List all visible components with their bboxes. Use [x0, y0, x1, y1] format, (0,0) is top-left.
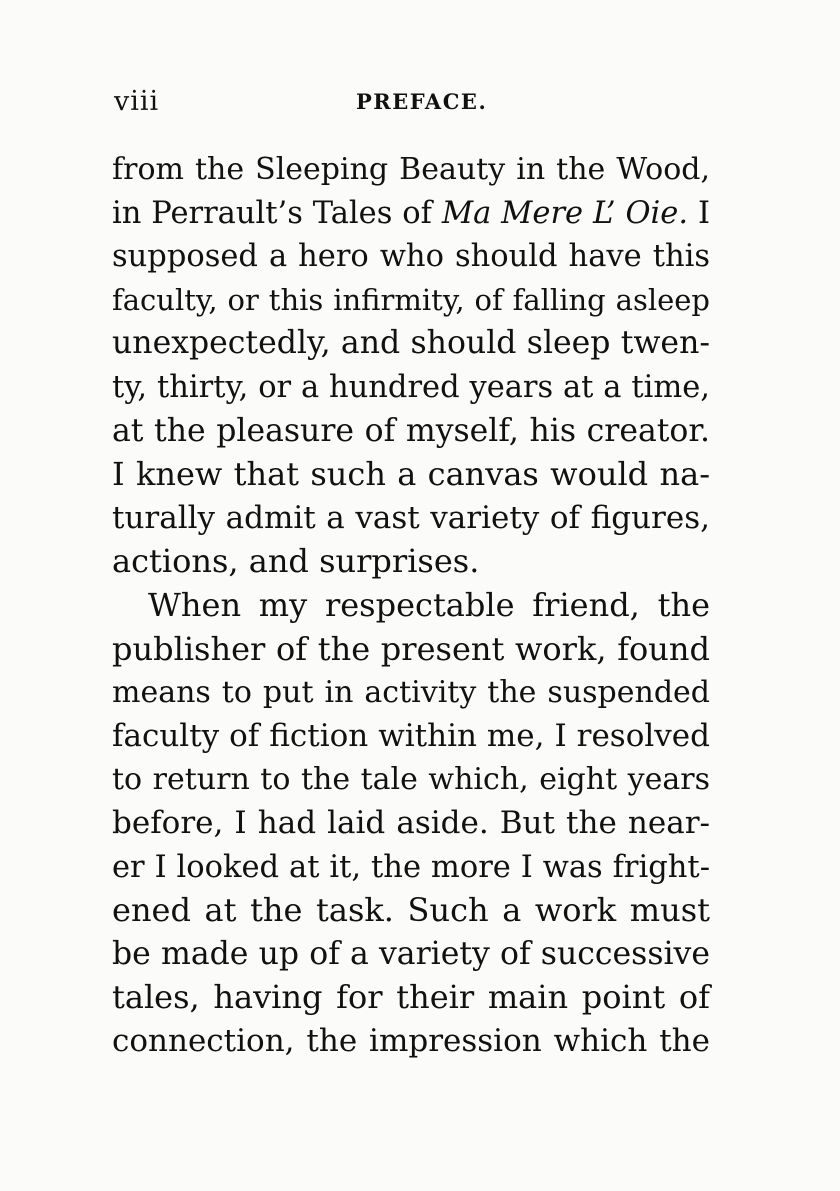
- text-line-part: I: [697, 195, 710, 231]
- body-text: [112, 148, 710, 1063]
- italic-title: Ma Mere L’ Oie.: [441, 195, 689, 231]
- text-line-part: in Perrault’s Tales of: [112, 195, 432, 231]
- text-line: [112, 192, 710, 236]
- text-line: from the Sleeping Beauty in the Wood,: [112, 152, 710, 187]
- paragraph-2: [112, 584, 710, 1064]
- text-line: turally admit a vast variety of figures,: [112, 499, 710, 536]
- text-line: ened at the task. Such a work must: [112, 891, 710, 930]
- text-line: er I looked at it, the more I was fright-: [112, 849, 710, 885]
- text-line: be made up of a variety of successive: [112, 935, 710, 972]
- text-line: supposed a hero who should have this: [112, 239, 710, 275]
- text-line: I knew that such a canvas would na-: [112, 455, 710, 494]
- text-line: means to put in activity the suspended: [112, 675, 710, 711]
- page-number: viii: [114, 86, 160, 117]
- running-title: PREFACE.: [356, 89, 488, 114]
- text-line: publisher of the present work, found: [112, 629, 710, 668]
- page-header: [114, 86, 704, 126]
- text-line: tales, having for their main point of: [112, 978, 710, 1017]
- text-line: before, I had laid aside. But the near-: [112, 804, 710, 841]
- text-line: connection, the impression which the: [112, 1022, 710, 1059]
- text-line: When my respectable friend, the: [148, 585, 710, 624]
- text-line: faculty, or this infirmity, of falling asleep: [112, 282, 710, 317]
- paragraph-1: [112, 148, 710, 584]
- text-line: at the pleasure of myself, his creator.: [112, 412, 710, 449]
- text-line: ty, thirty, or a hundred years at a time,: [112, 369, 710, 405]
- text-line: actions, and surprises.: [112, 542, 480, 581]
- text-line: unexpectedly, and should sleep twen-: [112, 325, 710, 362]
- text-line: faculty of fiction within me, I resolved: [112, 717, 710, 754]
- text-line: to return to the tale which, eight years: [112, 762, 710, 798]
